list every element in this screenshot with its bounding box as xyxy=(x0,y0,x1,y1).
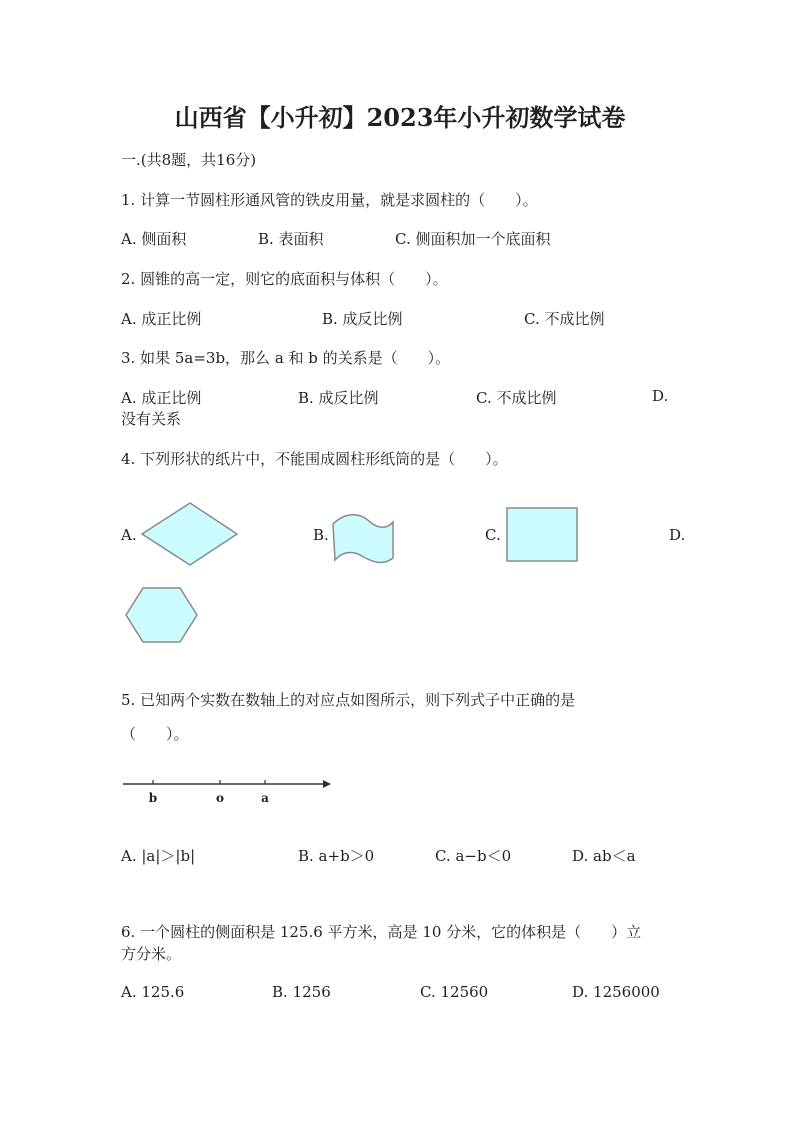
question-6-text-line1: 6. 一个圆柱的侧面积是 125.6 平方米，高是 10 分米，它的体积是（ ）立 xyxy=(121,923,642,941)
question-1-text: 1. 计算一节圆柱形通风管的铁皮用量，就是求圆柱的（ ）。 xyxy=(121,191,538,209)
number-line-arrow xyxy=(323,780,331,788)
q5-option-a: A. |a|＞|b| xyxy=(121,847,196,865)
q6-option-b: B. 1256 xyxy=(272,983,331,1001)
question-4-text: 4. 下列形状的纸片中，不能围成圆柱形纸筒的是（ ）。 xyxy=(121,450,508,468)
q3-option-d: D. xyxy=(652,387,669,405)
number-line-label-b: b xyxy=(148,791,158,805)
q6-option-d: D. 1256000 xyxy=(572,983,660,1001)
question-5-text-line2: （ ）。 xyxy=(121,725,189,743)
q3-option-b: B. 成反比例 xyxy=(298,389,379,407)
question-5-text-line1: 5. 已知两个实数在数轴上的对应点如图所示，则下列式子中正确的是 xyxy=(121,691,576,709)
q6-option-c: C. 12560 xyxy=(420,983,489,1001)
q4-option-b: B. xyxy=(313,526,329,544)
q4-option-d: D. xyxy=(669,526,686,544)
q3-option-d-text: 没有关系 xyxy=(121,410,182,428)
number-line-label-o: o xyxy=(215,791,225,805)
page-title: 山西省【小升初】2023年小升初数学试卷 xyxy=(174,103,626,132)
q3-option-a: A. 成正比例 xyxy=(121,389,202,407)
q4-option-a: A. xyxy=(121,526,137,544)
question-3-text: 3. 如果 5a=3b，那么 a 和 b 的关系是（ ）。 xyxy=(121,349,451,367)
q5-option-d: D. ab＜a xyxy=(572,847,636,865)
q6-option-a: A. 125.6 xyxy=(121,983,185,1001)
question-2-text: 2. 圆锥的高一定，则它的底面积与体积（ ）。 xyxy=(121,270,448,288)
q1-option-a: A. 侧面积 xyxy=(121,230,187,248)
section-heading: 一.(共8题，共16分) xyxy=(121,151,257,169)
q2-option-a: A. 成正比例 xyxy=(121,310,202,328)
q1-option-b: B. 表面积 xyxy=(258,230,324,248)
q3-option-c: C. 不成比例 xyxy=(476,389,557,407)
number-line-label-a: a xyxy=(261,791,269,805)
q5-option-b: B. a+b＞0 xyxy=(298,847,375,865)
q1-option-c: C. 侧面积加一个底面积 xyxy=(395,230,551,248)
q4-option-c: C. xyxy=(485,526,501,544)
q2-option-b: B. 成反比例 xyxy=(322,310,403,328)
question-6-text-line2: 方分米。 xyxy=(121,945,182,963)
q5-option-c: C. a−b＜0 xyxy=(435,847,512,865)
q2-option-c: C. 不成比例 xyxy=(524,310,605,328)
